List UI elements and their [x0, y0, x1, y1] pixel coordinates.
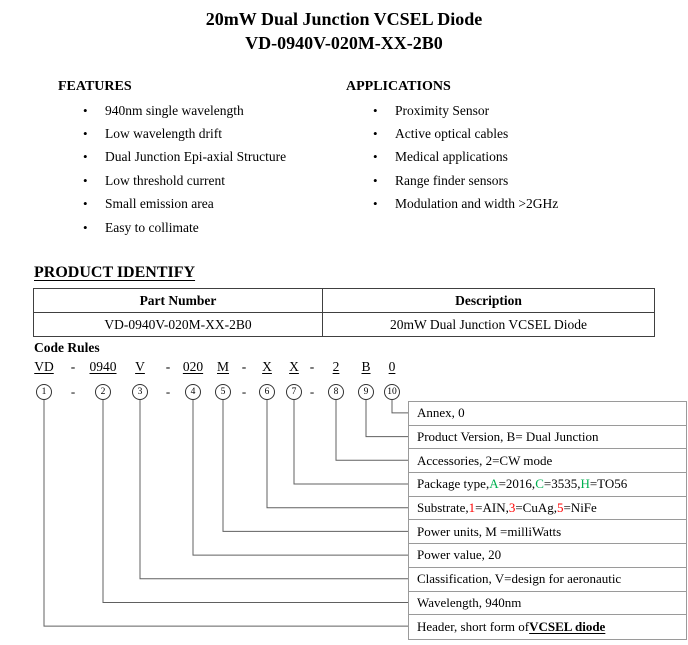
code-segment: 0: [388, 359, 396, 374]
bullet-icon: •: [373, 196, 378, 212]
applications-heading: APPLICATIONS: [346, 79, 451, 94]
code-segment: V: [135, 359, 145, 374]
code-description-row: [409, 402, 686, 426]
bullet-icon: •: [83, 196, 88, 212]
description-text-segment: =3535,: [543, 476, 581, 492]
code-segment: B: [361, 359, 371, 374]
list-item: [83, 99, 286, 122]
numbered-circle: 8: [328, 384, 344, 400]
list-item: [83, 169, 286, 192]
table-cell-part-number: VD-0940V-020M-XX-2B0: [34, 313, 323, 337]
circle-row-separator: -: [70, 384, 76, 399]
connector-line: [267, 400, 408, 508]
table-header-description: Description: [323, 289, 655, 313]
list-item: [83, 122, 286, 145]
description-text-segment: Product Version, B= Dual Junction: [417, 429, 599, 445]
description-text-segment: Header, short form of: [417, 619, 530, 635]
bullet-icon: •: [83, 149, 88, 165]
circle-row-separator: -: [309, 384, 315, 399]
document-title: [0, 7, 688, 55]
numbered-circle: 7: [286, 384, 302, 400]
numbered-circle: 5: [215, 384, 231, 400]
code-segment: 020: [182, 359, 204, 374]
description-text-segment: Power value, 20: [417, 547, 502, 563]
code-description-row: [409, 520, 686, 544]
numbered-circle: 9: [358, 384, 374, 400]
code-description-row: [409, 568, 686, 592]
code-separator: -: [309, 359, 315, 374]
list-item: [373, 169, 558, 192]
description-text-segment: Substrate,: [417, 500, 469, 516]
table-header-row: [34, 289, 655, 313]
code-description-row: [409, 497, 686, 521]
list-item-label: Small emission area: [105, 196, 214, 212]
connector-line: [392, 400, 408, 413]
code-description-row: [409, 426, 686, 450]
bullet-icon: •: [373, 102, 378, 118]
title-line-product: 20mW Dual Junction VCSEL Diode: [205, 9, 483, 29]
list-item-label: Easy to collimate: [105, 219, 199, 235]
bullet-icon: •: [373, 149, 378, 165]
connector-line: [140, 400, 408, 579]
table-row: [34, 313, 655, 337]
list-item: [83, 216, 286, 239]
bullet-icon: •: [83, 126, 88, 142]
description-text-segment: =CuAg,: [515, 500, 557, 516]
description-text-segment: A: [489, 476, 499, 492]
list-item-label: Dual Junction Epi-axial Structure: [105, 149, 287, 165]
connector-line: [223, 400, 408, 531]
description-text-segment: =NiFe: [563, 500, 597, 516]
list-item: [83, 146, 286, 169]
description-text-segment: 1: [468, 500, 476, 516]
title-line-partnumber: VD-0940V-020M-XX-2B0: [245, 33, 443, 53]
code-segment: X: [262, 359, 272, 374]
list-item-label: Range finder sensors: [395, 172, 509, 188]
applications-list: [373, 99, 558, 216]
code-description-row: [409, 473, 686, 497]
list-item: [83, 193, 286, 216]
code-rules-heading: Code Rules: [34, 340, 100, 355]
description-text-segment: C: [535, 476, 544, 492]
description-text-segment: Classification, V=design for aeronautic: [417, 571, 622, 587]
code-description-row: [409, 592, 686, 616]
numbered-circle: 2: [95, 384, 111, 400]
code-separator: -: [165, 359, 171, 374]
bullet-icon: •: [373, 126, 378, 142]
list-item: [373, 99, 558, 122]
list-item-label: Low wavelength drift: [105, 126, 222, 142]
numbered-circle: 1: [36, 384, 52, 400]
code-segment: 0940: [89, 359, 117, 374]
connector-line: [193, 400, 408, 555]
list-item-label: Low threshold current: [105, 172, 225, 188]
description-text-segment: =2016,: [498, 476, 536, 492]
description-text-segment: =TO56: [589, 476, 628, 492]
connector-line: [103, 400, 408, 603]
code-description-row: [409, 615, 686, 639]
description-text-segment: 3: [508, 500, 516, 516]
connector-line: [44, 400, 408, 626]
numbered-circle: 4: [185, 384, 201, 400]
list-item-label: Medical applications: [395, 149, 508, 165]
code-descriptions-box: [408, 401, 687, 640]
bullet-icon: •: [373, 172, 378, 188]
connector-line: [294, 400, 408, 484]
numbered-circle: 3: [132, 384, 148, 400]
list-item: [373, 146, 558, 169]
code-segment: X: [289, 359, 299, 374]
list-item-label: 940nm single wavelength: [105, 102, 244, 118]
connector-line: [366, 400, 408, 437]
description-text-segment: Package type,: [417, 476, 490, 492]
code-segment: 2: [332, 359, 340, 374]
list-item: [373, 193, 558, 216]
list-item-label: Active optical cables: [395, 126, 509, 142]
bullet-icon: •: [83, 219, 88, 235]
code-segment: M: [216, 359, 230, 374]
numbered-circle: 10: [384, 384, 400, 400]
circle-row-separator: -: [165, 384, 171, 399]
description-text-segment: =AIN,: [475, 500, 509, 516]
features-heading: FEATURES: [58, 79, 132, 94]
description-text-segment: Accessories, 2=CW mode: [417, 452, 553, 468]
table-header-part-number: Part Number: [34, 289, 323, 313]
bullet-icon: •: [83, 102, 88, 118]
list-item: [373, 122, 558, 145]
list-item-label: Proximity Sensor: [395, 102, 490, 118]
description-text-segment: Wavelength, 940nm: [417, 594, 522, 610]
numbered-circle: 6: [259, 384, 275, 400]
description-text-segment: Annex, 0: [417, 405, 465, 421]
code-description-row: [409, 449, 686, 473]
code-separator: -: [241, 359, 247, 374]
bullet-icon: •: [83, 172, 88, 188]
features-list: [83, 99, 286, 239]
table-cell-description: 20mW Dual Junction VCSEL Diode: [323, 313, 655, 337]
circle-row-separator: -: [241, 384, 247, 399]
description-text-segment: 5: [556, 500, 564, 516]
code-segment: VD: [34, 359, 54, 374]
description-text-segment: VCSEL diode: [529, 619, 606, 635]
connector-line: [336, 400, 408, 460]
code-description-row: [409, 544, 686, 568]
code-separator: -: [70, 359, 76, 374]
description-text-segment: Power units, M =milliWatts: [417, 523, 562, 539]
description-text-segment: H: [580, 476, 590, 492]
product-identify-table: [33, 288, 655, 337]
product-identify-heading: PRODUCT IDENTIFY: [34, 264, 196, 281]
list-item-label: Modulation and width >2GHz: [395, 196, 559, 212]
